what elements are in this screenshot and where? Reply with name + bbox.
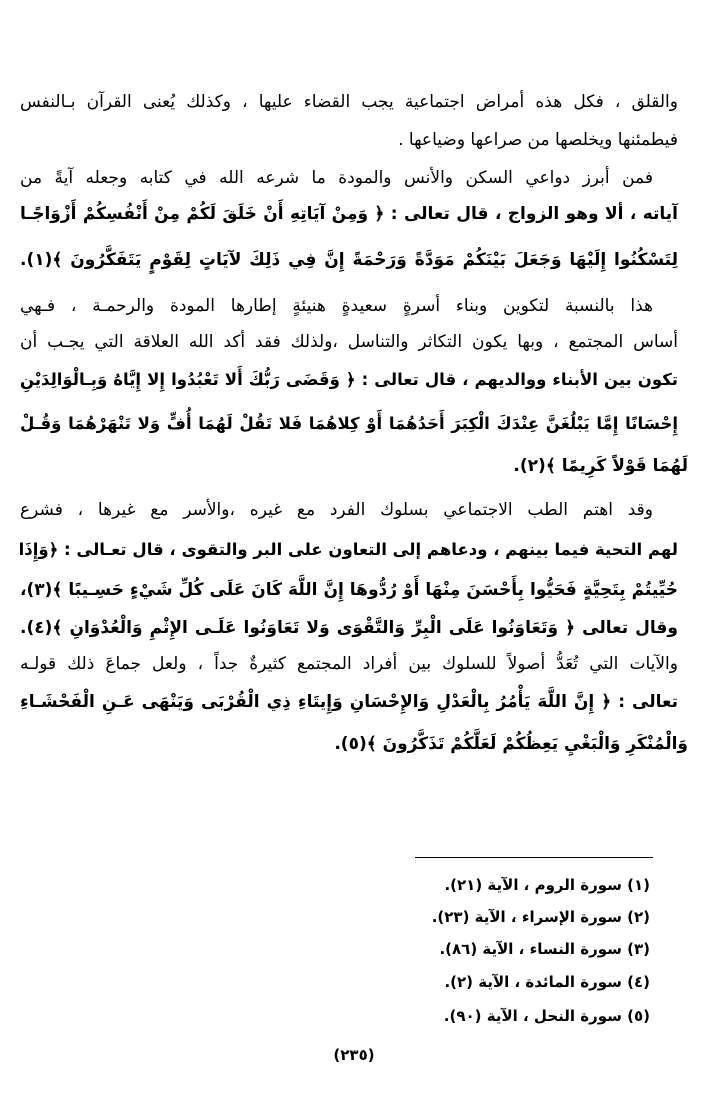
body-line-4-verse: آياته ، ألا وهو الزواج ، قال تعالى : ﴿ وَمِنْ آيَاتِهِ أَنْ خَلَقَ لَكُمْ مِنْ أَنْفُسِكُمْ أَزْوَاجًـا: [20, 204, 678, 224]
body-line-16-verse: تعالى : ﴿ إِنَّ اللَّهَ يَأْمُرُ بِالْعَدْلِ وَالإِحْسَانِ وَإِيتَاءِ ذِي الْقُرْبَى وَيَنْهَى عَـنِ الْفَحْشَـاءِ: [20, 692, 678, 712]
body-line-9-verse: إِحْسَانًا إِمَّا يَبْلُغَنَّ عِنْدَكَ الْكِبَرَ أَحَدُهُمَا أَوْ كِلاهُمَا فَلا تَقُلْ لَهُمَا أُفٍّ وَلا تَنْهَرْهُمَا وَقُـلْ: [20, 414, 678, 433]
body-line-8-verse: تكون بين الأبناء ووالديهم ، قال تعالى : ﴿ وَقَضَى رَبُّكَ أَلا تَعْبُدُوا إِلا إِيَّاهُ وَبِـالْوَالِدَيْنِ: [20, 370, 678, 389]
body-line-10-verse: لَهُمَا قَوْلاً كَرِيمًا ﴾(٢).: [513, 456, 688, 476]
body-line-14-verse: وقال تعالى ﴿ وَتَعَاوَنُوا عَلَى الْبِرِّ وَالتَّقْوَى وَلا تَعَاوَنُوا عَلَـى الإِثْمِ وَالْعُدْوَانِ ﴾(٤).: [20, 618, 678, 638]
body-line-15: والآيات التي تُعَدُّ أصولاً للسلوك بين أفراد المجتمع كثيرةٌ جداً ، ولعل جماعَ ذلك قولـه: [20, 654, 678, 674]
footnote-2: (٢) سورة الإسراء ، الآية (٢٣).: [431, 908, 650, 926]
page-number: (٢٣٥): [333, 1046, 375, 1064]
footnote-5: (٥) سورة النحل ، الآية (٩٠).: [443, 1007, 650, 1025]
body-line-6: هذا بالنسبة لتكوين وبناء أسرةٍ سعيدةٍ هنيئةٍ إطارها المودة والرحمـة ، فـهي: [20, 296, 653, 316]
body-line-2: فيطمئنها ويخلصها من صراعها وضياعها .: [398, 130, 678, 150]
footnote-3: (٣) سورة النساء ، الآية (٨٦).: [439, 940, 650, 958]
body-line-3: فمن أبرز دواعي السكن والأنس والمودة ما شرعه الله في كتابه وجعله آيةً من: [20, 168, 653, 188]
body-line-5-verse: لِتَسْكُنُوا إِلَيْهَا وَجَعَلَ بَيْنَكُمْ مَوَدَّةً وَرَحْمَةً إِنَّ فِي ذَلِكَ لآيَاتٍ لِقَوْمٍ يَتَفَكَّرُونَ ﴾(١).: [20, 250, 678, 270]
body-line-13-verse: حُيِّيتُمْ بِتَحِيَّةٍ فَحَيُّوا بِأَحْسَنَ مِنْهَا أَوْ رُدُّوهَا إِنَّ اللَّهَ كَانَ عَلَى كُلِّ شَيْءٍ حَسِـيبًا ﴾(٣)،: [20, 580, 678, 600]
footnote-divider: [415, 857, 653, 858]
body-line-1: والقلق ، فكل هذه أمراض اجتماعية يجب القضاء عليها ، وكذلك يُعنى القرآن بـالنفس: [20, 92, 678, 112]
body-line-17-verse: وَالْمُنْكَرِ وَالْبَغْيِ يَعِظُكُمْ لَعَلَّكُمْ تَذَكَّرُونَ ﴾(٥).: [334, 734, 688, 754]
body-line-12: لهم التحية فيما بينهم ، ودعاهم إلى التعاون على البر والتقوى ، قال تعـالى : ﴿وَإِذَا: [18, 540, 678, 559]
body-line-11: وقد اهتم الطب الاجتماعي بسلوك الفرد مع غيره ،والأسر مع غيرها ، فشرع: [20, 500, 653, 520]
body-line-7: أساس المجتمع ، وبها يكون التكاثر والتناسل ،ولذلك فقد أكد الله العلاقة التي يجـب أن: [20, 332, 678, 352]
footnote-1: (١) سورة الروم ، الآية (٢١).: [444, 876, 650, 894]
footnote-4: (٤) سورة المائدة ، الآية (٢).: [444, 973, 650, 991]
